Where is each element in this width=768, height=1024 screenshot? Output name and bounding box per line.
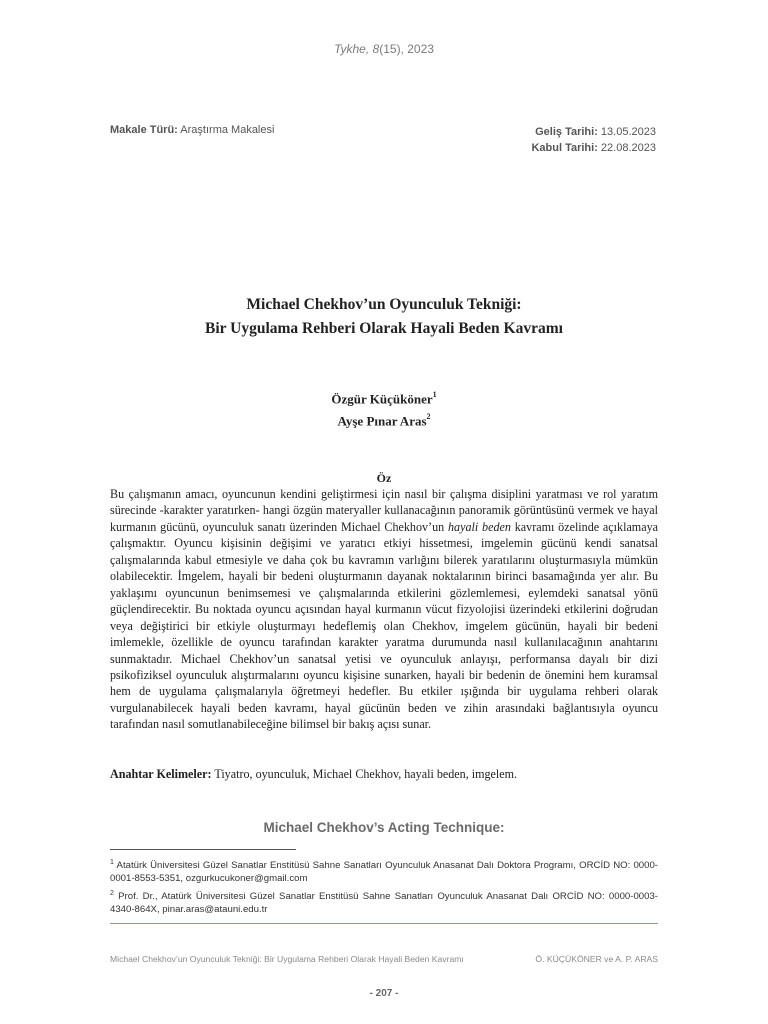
article-dates [531, 124, 656, 156]
author-name: Ayşe Pınar Aras [337, 413, 427, 429]
keywords-label: Anahtar Kelimeler: [110, 767, 212, 781]
accepted-label: Kabul Tarihi: [531, 142, 598, 154]
abstract-text-part1: Bu çalışmanın amacı, oyuncunun kendini geliştirmesi için nasıl bir çalışma disiplini yaratması ve rol yaratım sürecinde -karakter yaratırken- hangi özgün materyaller kullanacağının panoramik görüntüsünü vermek ve hayal kurmanın gücünü, oyunculuk sanatı üzerinden Michael Chekhov’un [110, 487, 658, 534]
footnote-mark: 2 [110, 890, 114, 898]
running-footer-authors: Ö. KÜÇÜKÖNER ve A. P. ARAS [535, 954, 658, 964]
article-type-label: Makale Türü: [110, 124, 178, 136]
abstract-body [110, 486, 658, 733]
article-title [0, 293, 768, 341]
english-title: Michael Chekhov’s Acting Technique: [263, 820, 505, 835]
article-type [110, 124, 274, 136]
footer-divider [110, 923, 658, 924]
footnote-divider [110, 849, 296, 850]
journal-name: Tykhe, [334, 42, 373, 56]
journal-volume: 8 [372, 42, 380, 56]
accepted-value: 22.08.2023 [597, 142, 656, 154]
abstract-italic-term: hayali beden [448, 519, 511, 534]
author-footnote-mark: 2 [426, 412, 431, 422]
footnotes [110, 856, 658, 918]
author [0, 386, 768, 408]
received-date [531, 124, 656, 140]
footnote [110, 856, 658, 885]
footnote-mark: 1 [110, 859, 114, 866]
received-value: 13.05.2023 [597, 126, 656, 138]
article-title-line2: Bir Uygulama Rehberi Olarak Hayali Beden Kavramı [205, 320, 563, 337]
page-number: - 207 - [369, 988, 399, 999]
footnote [110, 887, 658, 916]
footnote-text: Prof. Dr., Atatürk Üniversitesi Güzel Sanatlar Enstitüsü Sahne Sanatları Oyunculuk Anasanat Dalı ORCİD NO: 0000-0003-4340-864X, pinar.aras@atauni.edu.tr [110, 891, 658, 916]
footnote-text: Atatürk Üniversitesi Güzel Sanatlar Enstitüsü Sahne Sanatları Oyunculuk Anasanat Dalı Doktora Programı, ORCİD NO: 0000-0001-8553-5351, ozgurkucukoner@gmail.com [110, 860, 658, 885]
abstract-heading: Öz [376, 471, 392, 485]
journal-issue-year: (15), 2023 [379, 42, 434, 56]
article-title-line1: Michael Chekhov’un Oyunculuk Tekniği: [246, 296, 522, 313]
abstract-text-part2: kavramı özelinde açıklamaya çalışmaktır. Oyuncu kişisinin değişimi ve yaratıcı etkiyi hissetmesi, imgelemin gücünü kendi sanatsal çalışmalarında kabul etmesiyle ve daha çok bu kavramın varlığını bilerek yaratılarını oluşturmasıyla mümkün olabilecektir. İmgelem, hayali bir bedeni oluşturmanın dayanak noktalarının birinci basamağında yer alır. Bu yaklaşımı oyuncunun benimsemesi ve çalışmalarında etkilerini gözlemlemesi, eylemdeki sanatsal yönü güçlendirecektir. Bu noktada oyuncu açısından hayal kurmanın vücut fizyolojisi üzerindeki etkilerini doğrudan veya değiştirici bir etkiyle oluşturmayı hedeflemiş olan Chekhov, imgelem gücünün, hayali bir bedeni imlemekle, özellikle de oyuncu tarafından karakter yaratma durumunda nasıl kullanılacağının anahtarını sunmaktadır. Michael Chekhov’un sanatsal yetisi ve oyunculuk anlayışı, performansa dayalı bir dizi psikofiziksel oyunculuk alıştırmalarını oyuncu kişisine sunarken, hayali bir bedenin de önemini hem kuramsal hem de uygulama çalışmalarıyla öğretmeyi hedefler. Bu etkiler ışığında bir uygulama rehberi olarak vurgulanabilecek hayali beden kavramı, hayal gücünün beden ve zihin arasındaki bağlantısıyla oyuncu tarafından nasıl somutlanabileceğine bilimsel bir bakış açısı sunar. [110, 519, 658, 732]
author-footnote-mark: 1 [432, 390, 437, 399]
journal-citation [0, 42, 768, 56]
author [0, 408, 768, 430]
keywords-value: Tiyatro, oyunculuk, Michael Chekhov, hayali beden, imgelem. [211, 767, 518, 781]
article-type-value: Araştırma Makalesi [177, 124, 275, 136]
keywords [110, 766, 658, 782]
author-name: Özgür Küçüköner [331, 391, 433, 407]
accepted-date [531, 140, 656, 156]
received-label: Geliş Tarihi: [535, 126, 598, 138]
author-list [0, 386, 768, 431]
running-footer-title: Michael Chekhov’un Oyunculuk Tekniği: Bir Uygulama Rehberi Olarak Hayali Beden Kavramı [110, 954, 464, 964]
